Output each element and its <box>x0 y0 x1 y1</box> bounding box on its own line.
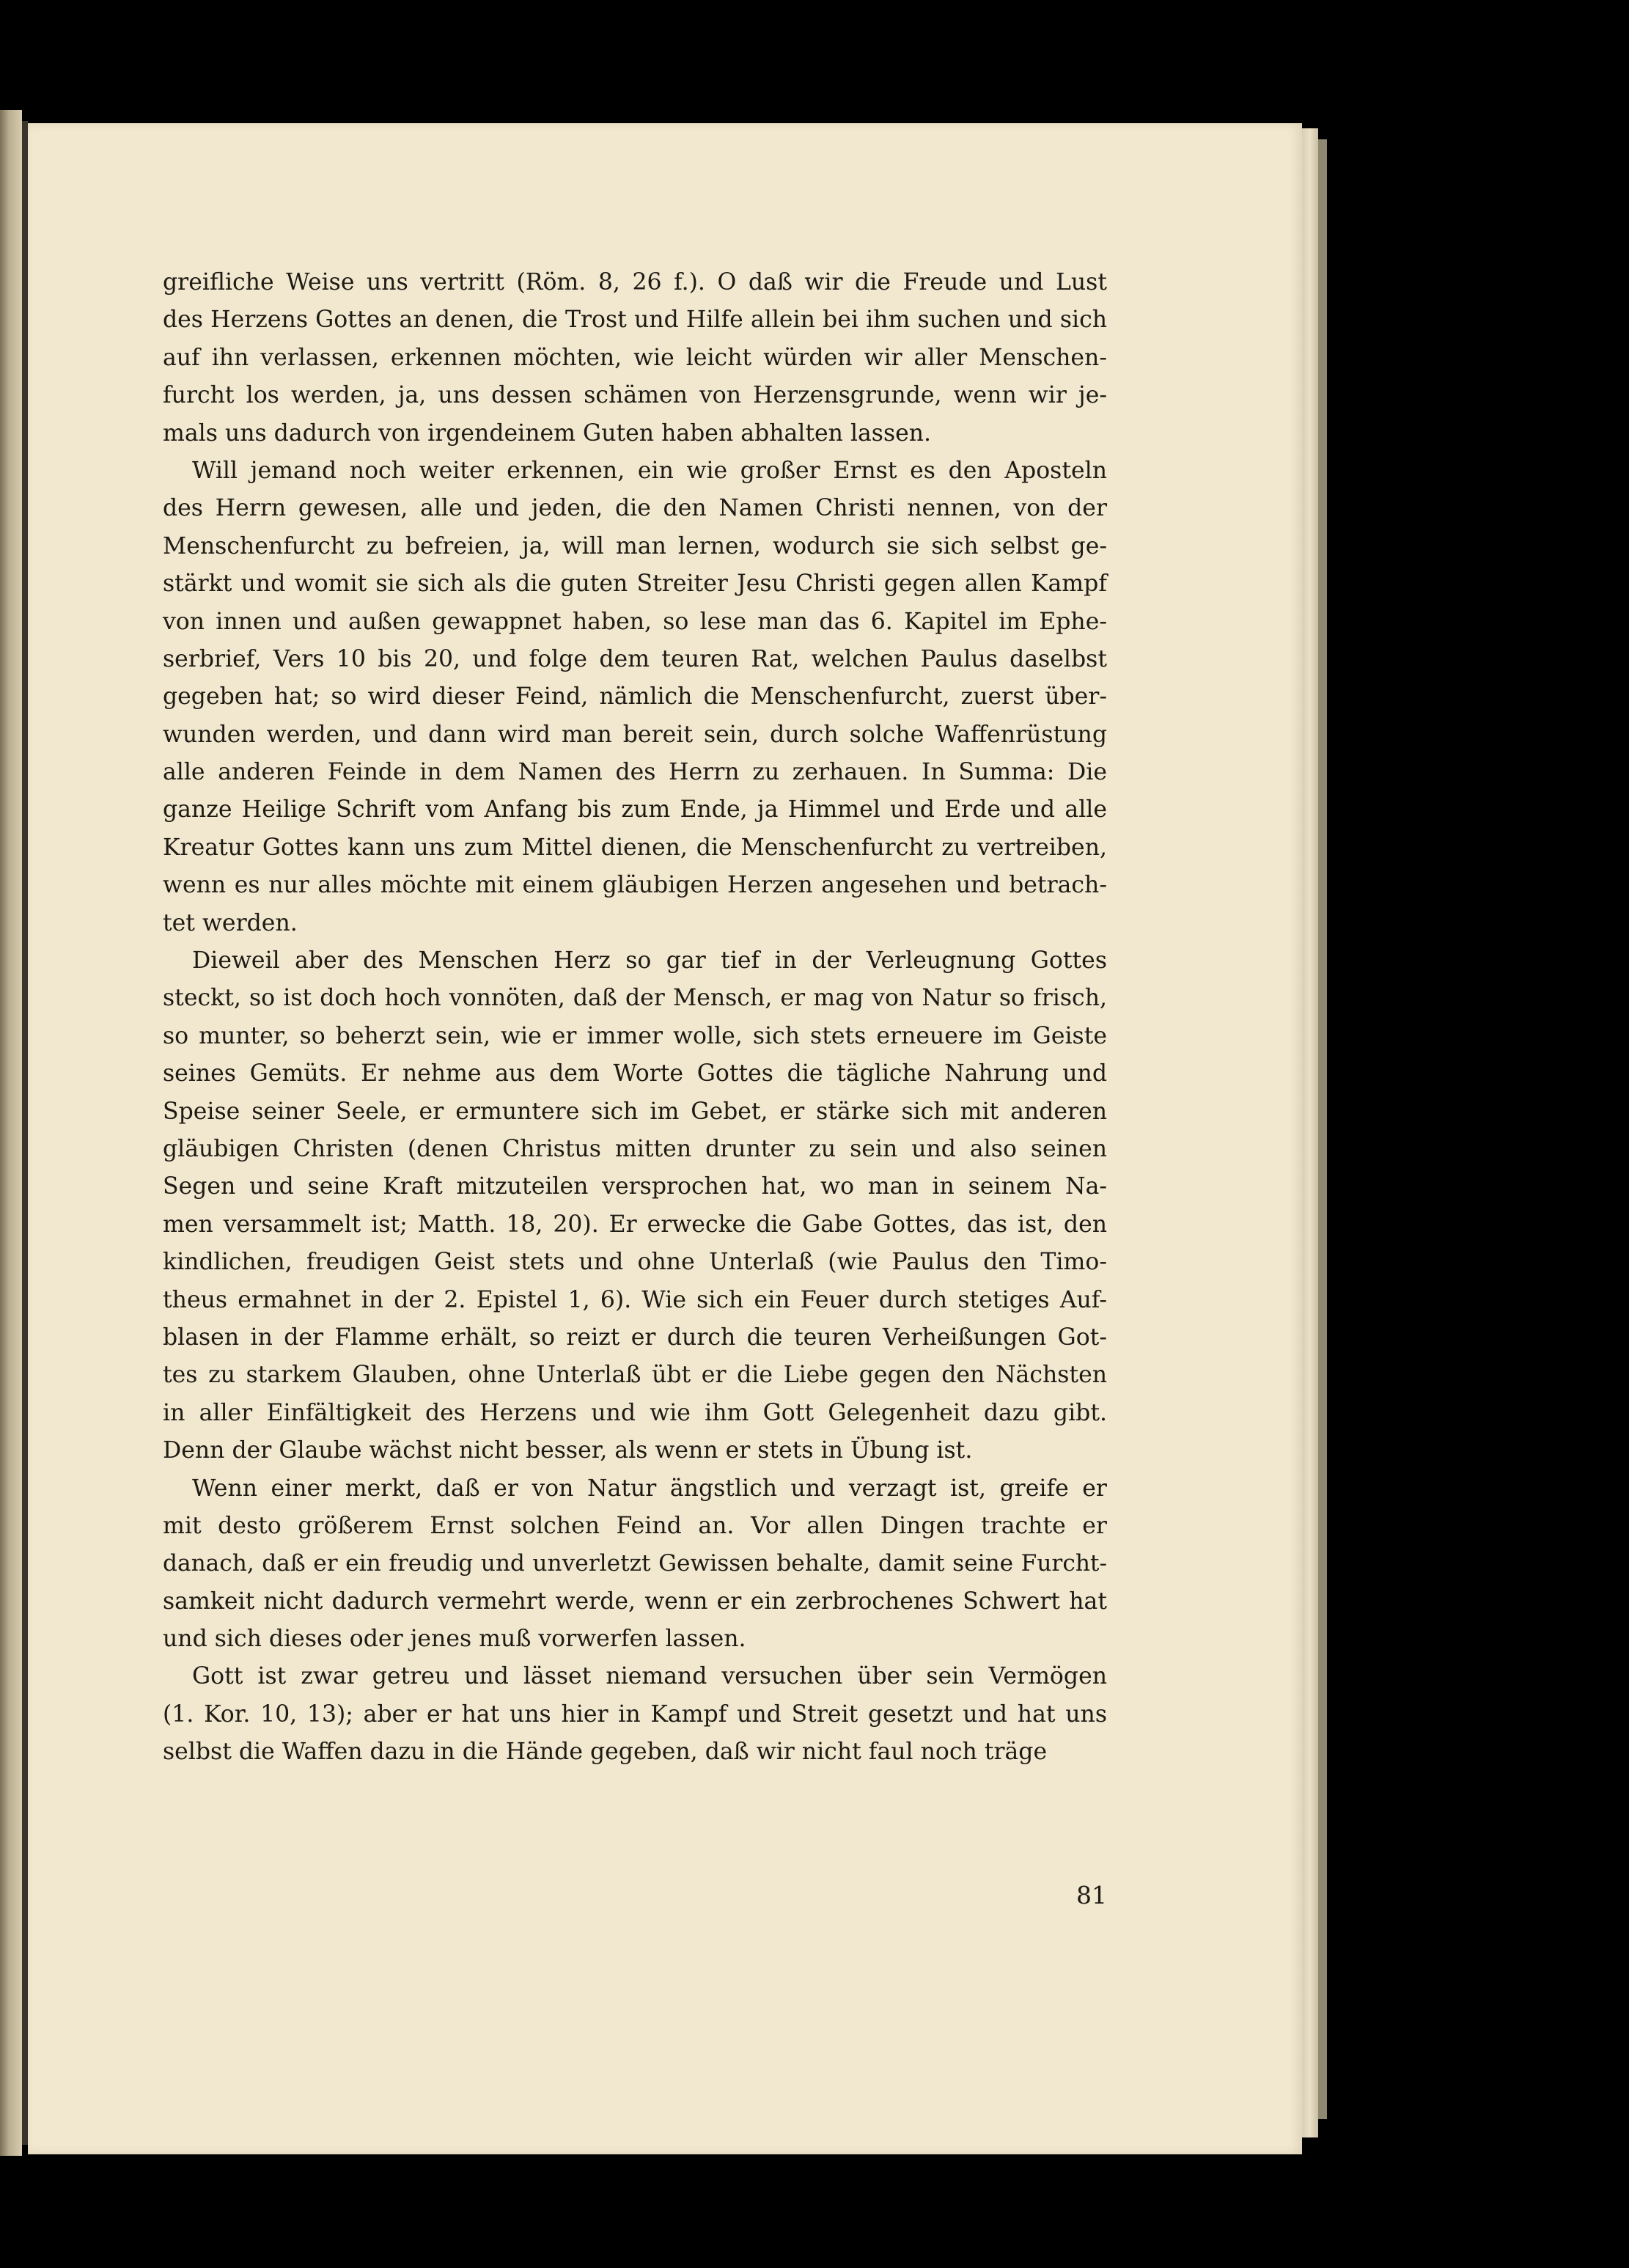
previous-page-edge <box>0 110 22 2156</box>
text-line: gläubigen Christen (denen Christus mitten drunter zu sein und also seinen <box>163 1135 1107 1162</box>
text-line: furcht los werden, ja, uns dessen schämen von Herzensgrunde, wenn wir je- <box>163 382 1107 409</box>
body-text <box>163 264 1107 1772</box>
text-line: Will jemand noch weiter erkennen, ein wie großer Ernst es den Aposteln <box>192 457 1107 484</box>
text-line: tet werden. <box>163 909 298 936</box>
text-line: auf ihn verlassen, erkennen möchten, wie leicht würden wir aller Menschen- <box>163 344 1107 371</box>
text-line: des Herzens Gottes an denen, die Trost und Hilfe allein bei ihm suchen und sich <box>163 307 1107 334</box>
text-line: in aller Einfältigkeit des Herzens und wie ihm Gott Gelegenheit dazu gibt. <box>163 1399 1107 1426</box>
text-line: Gott ist zwar getreu und lässet niemand versuchen über sein Vermögen <box>192 1663 1107 1690</box>
page-stack-edge <box>1302 128 1318 2137</box>
text-line: seines Gemüts. Er nehme aus dem Worte Gottes die tägliche Nahrung und <box>163 1060 1107 1087</box>
text-line: Dieweil aber des Menschen Herz so gar tief in der Verleugnung Gottes <box>192 947 1107 975</box>
text-line: Denn der Glaube wächst nicht besser, als wenn er stets in Übung ist. <box>163 1437 973 1464</box>
text-line: tes zu starkem Glauben, ohne Unterlaß übt er die Liebe gegen den Nächsten <box>163 1362 1107 1389</box>
text-line: Segen und seine Kraft mitzuteilen versprochen hat, wo man in seinem Na- <box>163 1173 1107 1200</box>
text-line: kindlichen, freudigen Geist stets und ohne Unterlaß (wie Paulus den Timo- <box>163 1249 1107 1276</box>
text-line: greifliche Weise uns vertritt (Röm. 8, 26 f.). O daß wir die Freude und Lust <box>163 269 1107 296</box>
text-line: Kreatur Gottes kann uns zum Mittel dienen, die Menschenfurcht zu vertreiben, <box>163 834 1107 861</box>
text-line: alle anderen Feinde in dem Namen des Herrn zu zerhauen. In Summa: Die <box>163 759 1107 786</box>
paragraph <box>163 264 1107 452</box>
paragraph <box>163 452 1107 942</box>
text-line: Menschenfurcht zu befreien, ja, will man lernen, wodurch sie sich selbst ge- <box>163 532 1107 559</box>
text-line: (1. Kor. 10, 13); aber er hat uns hier in Kampf und Streit gesetzt und hat uns <box>163 1700 1107 1728</box>
text-line: steckt, so ist doch hoch vonnöten, daß der Mensch, er mag von Natur so frisch, <box>163 985 1107 1012</box>
paragraph <box>163 1658 1107 1771</box>
text-line: Speise seiner Seele, er ermuntere sich im Gebet, er stärke sich mit anderen <box>163 1098 1107 1125</box>
text-line: wenn es nur alles möchte mit einem gläubigen Herzen angesehen und betrach- <box>163 872 1107 899</box>
paragraph <box>163 942 1107 1469</box>
text-line: Wenn einer merkt, daß er von Natur ängstlich und verzagt ist, greife er <box>192 1475 1107 1502</box>
text-line: so munter, so beherzt sein, wie er immer wolle, sich stets erneuere im Geiste <box>163 1022 1107 1049</box>
text-line: danach, daß er ein freudig und unverletzt Gewissen behalte, damit seine Furcht- <box>163 1550 1107 1577</box>
text-line: theus ermahnet in der 2. Epistel 1, 6). Wie sich ein Feuer durch stetiges Auf- <box>163 1286 1107 1313</box>
text-line: ganze Heilige Schrift vom Anfang bis zum Ende, ja Himmel und Erde und alle <box>163 796 1107 823</box>
text-line: mals uns dadurch von irgendeinem Guten haben abhalten lassen. <box>163 419 932 447</box>
text-line: serbrief, Vers 10 bis 20, und folge dem teuren Rat, welchen Paulus daselbst <box>163 645 1107 672</box>
text-line: wunden werden, und dann wird man bereit sein, durch solche Waffenrüstung <box>163 721 1107 748</box>
text-line: blasen in der Flamme erhält, so reizt er durch die teuren Verheißungen Got- <box>163 1324 1107 1351</box>
text-line: samkeit nicht dadurch vermehrt werde, wenn er ein zerbrochenes Schwert hat <box>163 1588 1107 1615</box>
text-line: men versammelt ist; Matth. 18, 20). Er erwecke die Gabe Gottes, das ist, den <box>163 1211 1107 1238</box>
text-line: gegeben hat; so wird dieser Feind, nämlich die Menschenfurcht, zuerst über- <box>163 683 1107 711</box>
text-line: stärkt und womit sie sich als die guten Streiter Jesu Christi gegen allen Kampf <box>163 570 1107 598</box>
paragraph <box>163 1470 1107 1659</box>
cover-edge <box>1318 139 1327 2119</box>
text-line: und sich dieses oder jenes muß vorwerfen lassen. <box>163 1626 746 1653</box>
text-line: von innen und außen gewappnet haben, so lese man das 6. Kapitel im Ephe- <box>163 608 1107 635</box>
text-line: mit desto größerem Ernst solchen Feind an. Vor allen Dingen trachte er <box>163 1512 1107 1539</box>
binding-shadow <box>22 121 28 2145</box>
text-line: des Herrn gewesen, alle und jeden, die den Namen Christi nennen, von der <box>163 495 1107 522</box>
page-number: 81 <box>1076 1881 1107 1909</box>
text-line: selbst die Waffen dazu in die Hände gegeben, daß wir nicht faul noch träge <box>163 1739 1048 1766</box>
